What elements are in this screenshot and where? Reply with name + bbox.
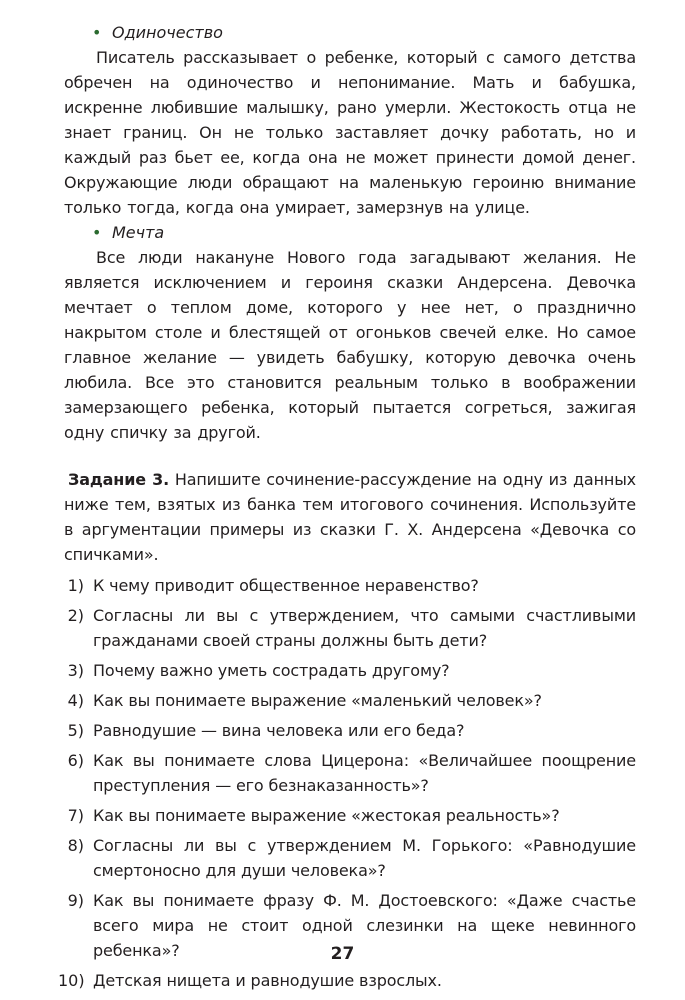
item-text: Как вы понимаете фразу Ф. М. Достоевского: «Даже счастье всего мира не стоит одной слезинки на щеке невинного ребенка»? [93, 891, 636, 960]
item-number: 1) [67, 576, 84, 595]
section-title: Мечта [112, 223, 165, 242]
item-number: 9) [67, 891, 84, 910]
section-dream [64, 220, 636, 445]
item-number: 4) [67, 691, 84, 710]
section-loneliness [64, 20, 636, 220]
bullet-icon: • [92, 23, 102, 42]
list-item [64, 718, 636, 743]
item-text: Как вы понимаете выражение «жестокая реальность»? [93, 806, 560, 825]
task-label: Задание 3. [68, 470, 170, 489]
list-item [64, 833, 636, 883]
task-3-statement [64, 467, 636, 567]
item-text: Согласны ли вы с утверждением М. Горького: «Равнодушие смертоносно для души человека»? [93, 836, 636, 880]
item-text: Почему важно уметь сострадать другому? [93, 661, 450, 680]
item-number: 8) [67, 836, 84, 855]
section-paragraph: Писатель рассказывает о ребенке, который с самого детства обречен на одиночество и непонимание. Мать и бабушка, искренне любившие малышку, рано умерли. Жестокость отца не знает границ. Он не только заставляет дочку работать, но и каждый раз бьет ее, когда она не может принести домой денег. Окружающие люди обращают на маленькую героиню внимание только тогда, когда она умирает, замерзнув на улице. [64, 48, 636, 217]
task-text: Напишите сочинение-рассуждение на одну из данных ниже тем, взятых из банка тем итогового сочинения. Используйте в аргументации примеры из сказки Г. Х. Андерсена «Девочка со спичками». [64, 470, 636, 564]
list-item [64, 658, 636, 683]
essay-topics-list [58, 573, 636, 993]
section-title: Одиночество [112, 23, 223, 42]
item-number: 7) [67, 806, 84, 825]
item-number: 5) [67, 721, 84, 740]
item-text: Как вы понимаете слова Цицерона: «Величайшее поощрение преступления — его безнаказанность»? [93, 751, 636, 795]
list-item [64, 573, 636, 598]
item-number: 2) [67, 606, 84, 625]
item-number: 3) [67, 661, 84, 680]
section-heading [92, 220, 636, 245]
section-paragraph: Все люди накануне Нового года загадывают желания. Не является исключением и героиня сказки Андерсена. Девочка мечтает о теплом доме, которого у нее нет, о празднично накрытом столе и блестящей от огоньков свечей елке. Но самое главное желание — увидеть бабушку, которую девочка очень любила. Все это становится реальным только в воображении замерзающего ребенка, который пытается согреться, зажигая одну спичку за другой. [64, 248, 636, 442]
item-text: Согласны ли вы с утверждением, что самыми счастливыми гражданами своей страны должны быть дети? [93, 606, 636, 650]
list-item [64, 603, 636, 653]
item-text: Детская нищета и равнодушие взрослых. [93, 971, 442, 990]
page-content [58, 20, 636, 998]
item-text: Равнодушие — вина человека или его беда? [93, 721, 465, 740]
item-number: 6) [67, 751, 84, 770]
list-item [64, 803, 636, 828]
item-number: 10) [58, 971, 85, 990]
item-text: Как вы понимаете выражение «маленький человек»? [93, 691, 542, 710]
list-item [58, 968, 636, 993]
section-heading [92, 20, 636, 45]
page-number: 27 [330, 944, 355, 964]
list-item [64, 688, 636, 713]
bullet-icon: • [92, 223, 102, 242]
list-item [64, 748, 636, 798]
item-text: К чему приводит общественное неравенство? [93, 576, 479, 595]
